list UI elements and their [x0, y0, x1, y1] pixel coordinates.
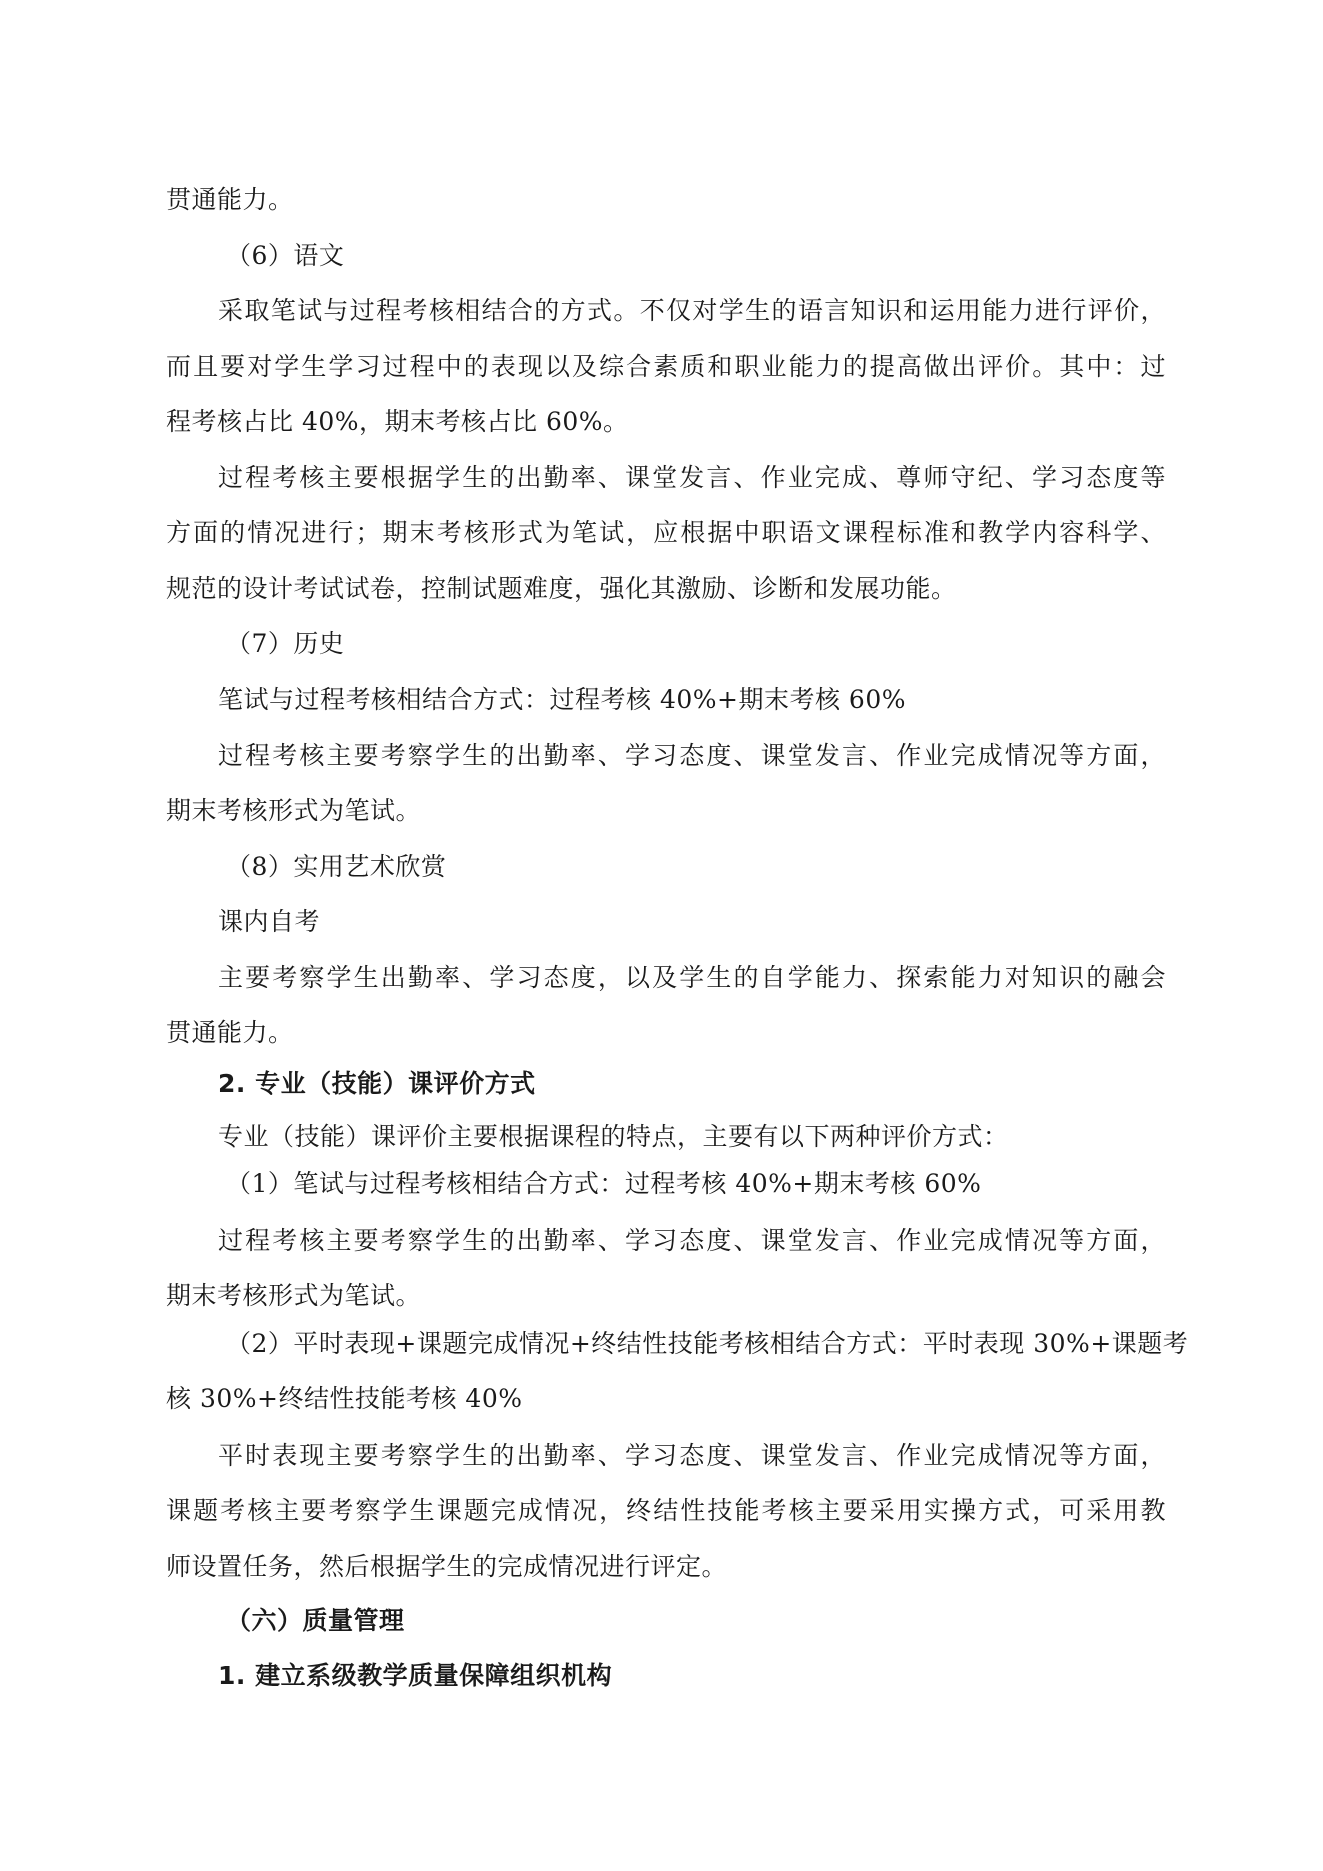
paragraph-line: 平时表现主要考察学生的出勤率、学习态度、课堂发言、作业完成情况等方面，	[218, 1441, 1166, 1470]
paragraph-line: 而且要对学生学习过程中的表现以及综合素质和职业能力的提高做出评价。其中：过	[166, 352, 1166, 381]
paragraph-line: 过程考核主要考察学生的出勤率、学习态度、课堂发言、作业完成情况等方面，	[218, 741, 1166, 770]
paragraph-line: 主要考察学生出勤率、学习态度，以及学生的自学能力、探索能力对知识的融会	[218, 963, 1166, 992]
paragraph-line: 专业（技能）课评价主要根据课程的特点，主要有以下两种评价方式：	[218, 1122, 1009, 1151]
paragraph-line: 程考核占比 40%，期末考核占比 60%。	[166, 407, 629, 436]
subsection-heading-art: （8）实用艺术欣赏	[226, 852, 447, 881]
list-item-method-2: （2）平时表现+课题完成情况+终结性技能考核相结合方式：平时表现 30%+课题考	[226, 1329, 1189, 1358]
section-heading-professional-evaluation: 2. 专业（技能）课评价方式	[218, 1069, 536, 1098]
subsection-heading-history: （7）历史	[226, 629, 345, 658]
paragraph-line: 课题考核主要考察学生课题完成情况，终结性技能考核主要采用实操方式，可采用教	[166, 1496, 1166, 1525]
paragraph-line: 核 30%+终结性技能考核 40%	[166, 1384, 523, 1413]
subsection-heading-chinese: （6）语文	[226, 241, 345, 270]
paragraph-line: 笔试与过程考核相结合方式：过程考核 40%+期末考核 60%	[218, 685, 906, 714]
paragraph-line: 规范的设计考试试卷，控制试题难度，强化其激励、诊断和发展功能。	[166, 574, 957, 603]
text-line: 贯通能力。	[166, 185, 294, 214]
paragraph-line: 课内自考	[218, 907, 321, 936]
paragraph-line: 采取笔试与过程考核相结合的方式。不仅对学生的语言知识和运用能力进行评价，	[218, 296, 1166, 325]
section-heading-quality-assurance: 1. 建立系级教学质量保障组织机构	[218, 1661, 613, 1690]
paragraph-line: 师设置任务，然后根据学生的完成情况进行评定。	[166, 1552, 728, 1581]
list-item-method-1: （1）笔试与过程考核相结合方式：过程考核 40%+期末考核 60%	[226, 1169, 982, 1198]
paragraph-line: 过程考核主要考察学生的出勤率、学习态度、课堂发言、作业完成情况等方面，	[218, 1226, 1166, 1255]
paragraph-line: 期末考核形式为笔试。	[166, 1281, 422, 1310]
section-heading-quality-management: （六）质量管理	[226, 1606, 405, 1635]
paragraph-line: 过程考核主要根据学生的出勤率、课堂发言、作业完成、尊师守纪、学习态度等	[218, 463, 1166, 492]
paragraph-line: 方面的情况进行；期末考核形式为笔试，应根据中职语文课程标准和教学内容科学、	[166, 518, 1166, 547]
paragraph-line: 贯通能力。	[166, 1018, 294, 1047]
paragraph-line: 期末考核形式为笔试。	[166, 796, 422, 825]
